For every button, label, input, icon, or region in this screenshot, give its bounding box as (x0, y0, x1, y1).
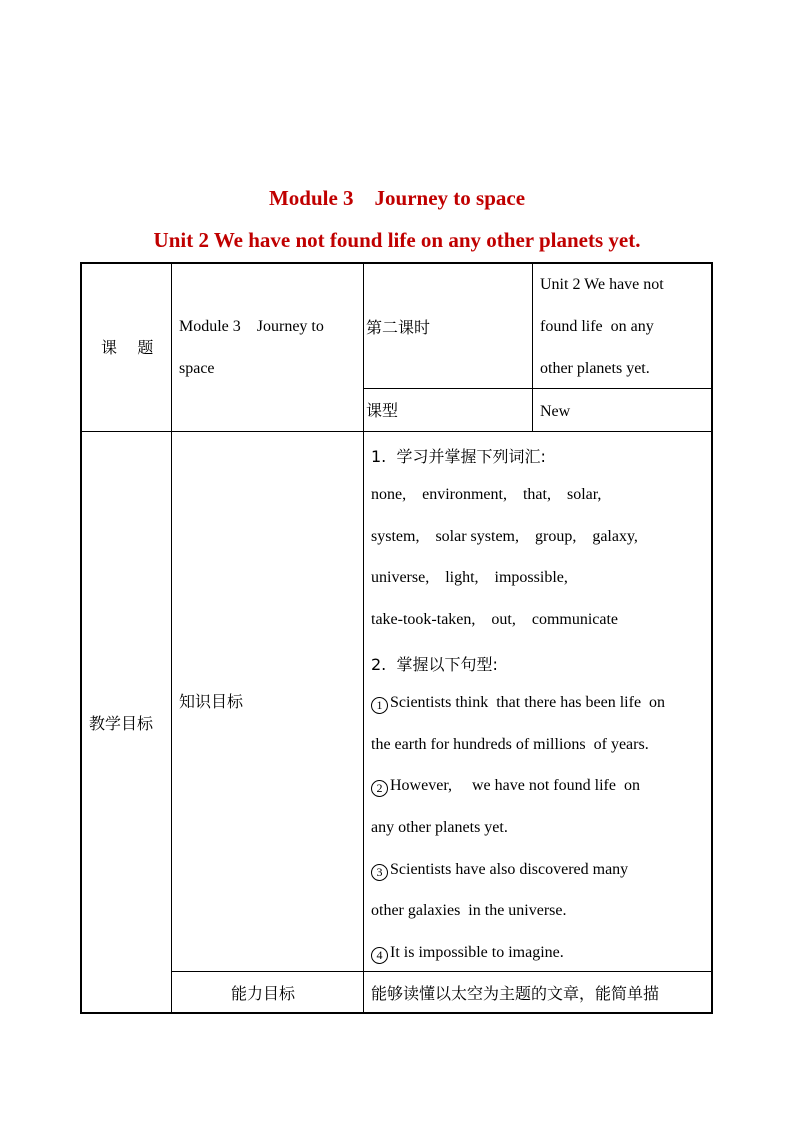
unit-cell (540, 264, 710, 388)
knowledge-line: other galaxies in the universe. (371, 902, 567, 919)
unit-line: other planets yet. (540, 360, 650, 377)
unit-line: Unit 2 We have not (540, 276, 664, 293)
title-module: Module 3 Journey to space (268, 186, 526, 210)
circled-number: 3 (371, 864, 388, 881)
knowledge-content (371, 432, 711, 970)
knowledge-line: any other planets yet. (371, 819, 508, 836)
module-line: space (179, 360, 215, 377)
module-cell (179, 264, 359, 388)
circled-number: 1 (371, 697, 388, 714)
type-value: New (540, 403, 571, 420)
knowledge-line: take-took-taken, out, communicate (371, 611, 619, 628)
knowledge-line: 1. 学习并掌握下列词汇: (371, 447, 546, 466)
title-unit: Unit 2 We have not found life on any other planets yet. (153, 228, 641, 252)
knowledge-line: universe, light, impossible, (371, 569, 568, 586)
sentence-4: 4 It is impossible to imagine. (371, 944, 564, 964)
knowledge-line: 2. 掌握以下句型: (371, 655, 498, 674)
module-line: Module 3 Journey to (179, 318, 324, 335)
knowledge-line: the earth for hundreds of millions of years. (371, 736, 649, 753)
knowledge-line: system, solar system, group, galaxy, (371, 528, 638, 545)
subject-label: 课 题 (101, 338, 154, 357)
unit-line: found life on any (540, 318, 654, 335)
knowledge-goals-label: 知识目标 (179, 692, 244, 711)
ability-goals-label: 能力目标 (231, 984, 296, 1003)
ability-goals-text: 能够读懂以太空为主题的文章，能简单描 (371, 984, 660, 1003)
type-label: 课型 (366, 401, 399, 420)
sentence-3: 3 Scientists have also discovered many (371, 861, 628, 881)
sentence-1: 1 Scientists think that there has been life on (371, 694, 665, 714)
lesson-plan-table (80, 262, 713, 1014)
knowledge-line: none, environment, that, solar, (371, 486, 602, 503)
circled-number: 2 (371, 780, 388, 797)
circled-number: 4 (371, 947, 388, 964)
teaching-goals-label: 教学目标 (89, 714, 154, 733)
lesson-number: 第二课时 (366, 318, 431, 337)
sentence-2: 2 However, we have not found life on (371, 777, 640, 797)
